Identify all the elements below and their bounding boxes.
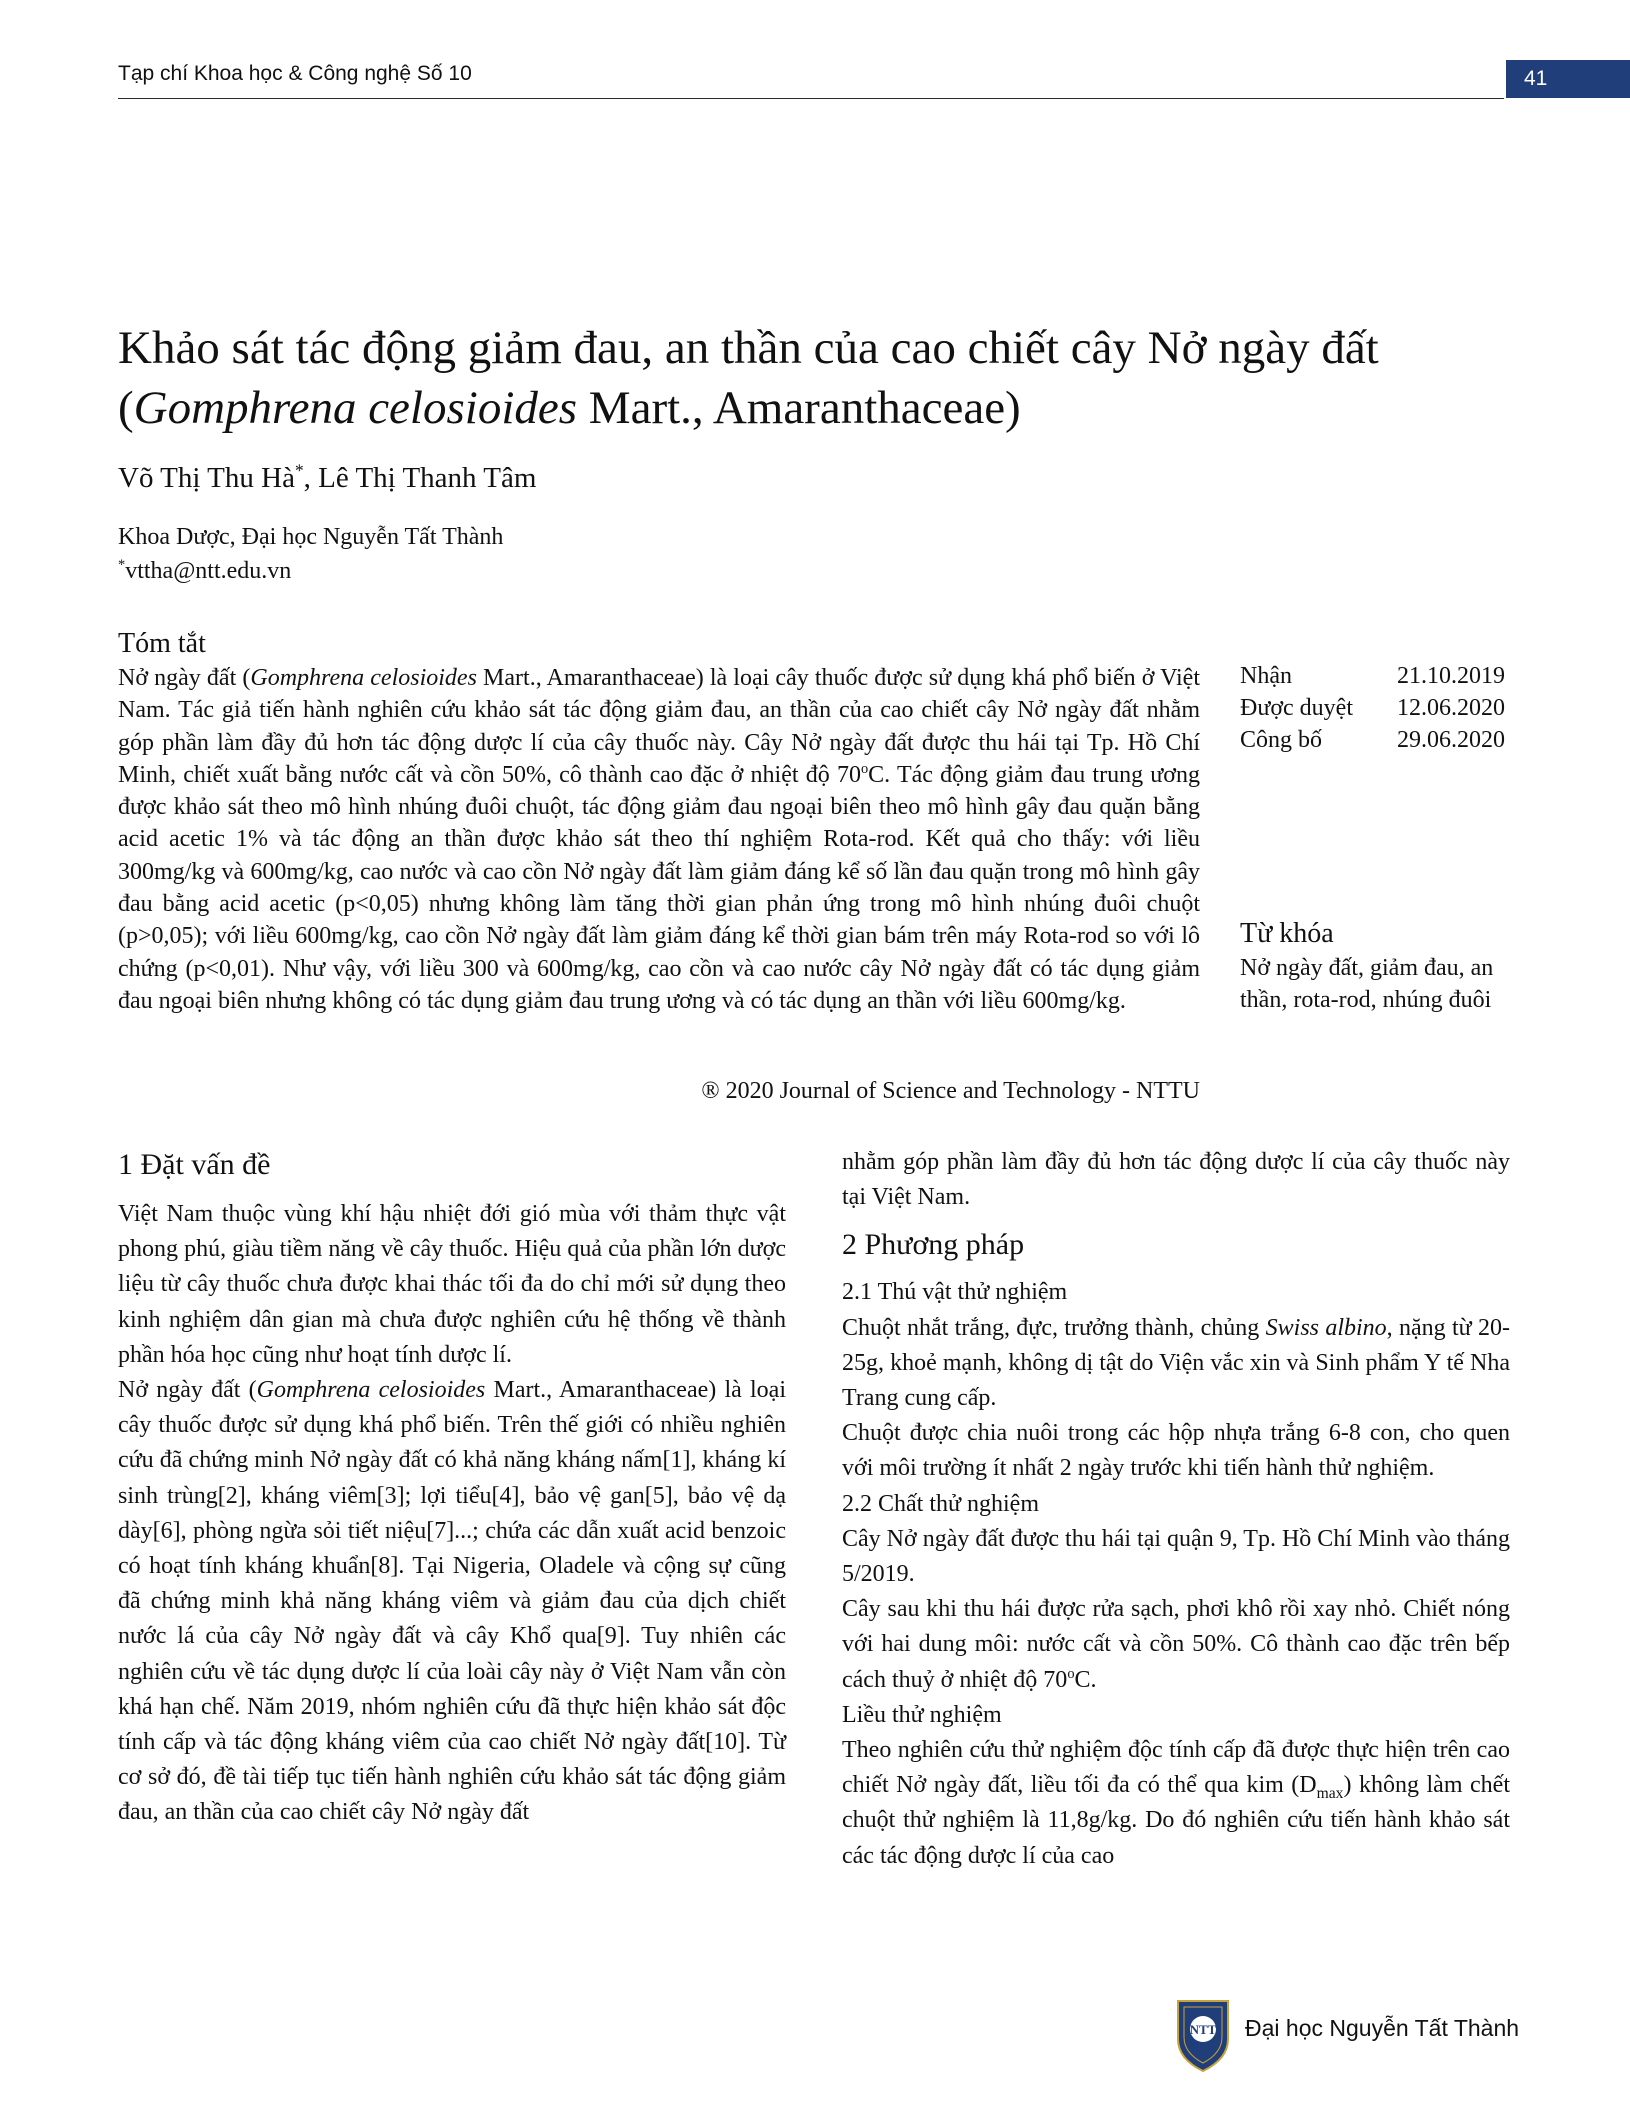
species-name: Gomphrena celosioides	[256, 1377, 486, 1404]
date-value: 29.06.2020	[1397, 727, 1505, 753]
section-1-paragraph-2-continued: nhằm góp phần làm đầy đủ hơn tác động dược lí của cây thuốc này tại Việt Nam.	[842, 1149, 1510, 1211]
paragraph-part: C.	[1074, 1666, 1097, 1693]
title-species: Gomphrena celosioides	[133, 382, 578, 434]
section-1-paragraph-2	[118, 1373, 786, 1831]
article-dates	[1240, 660, 1505, 756]
authors	[118, 462, 536, 495]
subsection-2-1-paragraph-2: Chuột được chia nuôi trong các hộp nhựa trắng 6-8 con, cho quen với môi trường ít nhất 2 ngày trước khi tiến hành thử nghiệm.	[842, 1420, 1510, 1482]
section-1-paragraph-1: Việt Nam thuộc vùng khí hậu nhiệt đới gió mùa với thảm thực vật phong phú, giàu tiềm năng về cây thuốc. Hiệu quả của phần lớn dược liệu từ cây thuốc chưa được khai thác tối đa do chỉ mới sử dụng theo kinh nghiệm dân gian mà chưa được nghiên cứu hệ thống về thành phần hóa học cũng như hoạt tính dược lí.	[118, 1201, 786, 1368]
affiliation-email-line	[118, 554, 503, 588]
paragraph-part: ) không làm chết chuột thử nghiệm là 11,8g/kg. Do đó nghiên cứu tiến hành khảo sát các tác động dược lí của cao	[842, 1772, 1510, 1869]
keywords-heading: Từ khóa	[1240, 918, 1334, 949]
title-line-2-rest: Mart., Amaranthaceae)	[577, 382, 1021, 434]
footer-university: Đại học Nguyễn Tất Thành	[1245, 2015, 1520, 2041]
abstract-part-3: C. Tác động giảm đau trung ương được khảo sát theo mô hình nhúng đuôi chuột, tác động giảm đau ngoại biên theo mô hình gây đau quặn bằng acid acetic 1% và tác động an thần được khảo sát theo thí nghiệm Rota-rod. Kết quả cho thấy: với liều 300mg/kg và 600mg/kg, cao nước và cao cồn Nở ngày đất làm giảm đáng kể số lần đau quặn trong mô hình gây đau bằng acid acetic (p<0,05) nhưng không làm tăng thời gian phản ứng trong mô hình nhúng đuôi chuột (p>0,05); với liều 600mg/kg, cao cồn Nở ngày đất làm giảm đáng kể thời gian bám trên máy Rota-rod so với lô chứng (p<0,01). Như vậy, với liều 300 và 600mg/kg, cao cồn và cao nước cây Nở ngày đất có tác dụng giảm đau ngoại biên nhưng không có tác dụng giảm đau trung ương và có tác dụng an thần với liều 600mg/kg.	[118, 761, 1200, 1014]
dose-heading: Liều thử nghiệm	[842, 1701, 1002, 1728]
author-1-mark: *	[294, 460, 304, 481]
section-2-heading: 2 Phương pháp	[842, 1228, 1025, 1262]
paragraph-part: Mart., Amaranthaceae) là loại cây thuốc được sử dụng khá phổ biến. Trên thế giới có nhiều nghiên cứu đã chứng minh Nở ngày đất có khả năng kháng nấm[1], kháng kí sinh trùng[2], kháng viêm[3]; lợi tiểu[4], bảo vệ gan[5], bảo vệ dạ dày[6], phòng ngừa sỏi tiết niệu[7]...; chứa các dẫn xuất acid benzoic có hoạt tính kháng khuẩn[8]. Tại Nigeria, Oladele và cộng sự cũng đã chứng minh khả năng kháng viêm và giảm đau của dịch chiết nước lá của cây Nở ngày đất và cây Khổ qua[9]. Tuy nhiên các nghiên cứu về tác dụng dược lí của loài cây này ở Việt Nam vẫn còn khá hạn chế. Năm 2019, nhóm nghiên cứu đã thực hiện khảo sát độc tính cấp và tác động kháng viêm của cao chiết Nở ngày đất[10]. Từ cơ sở đó, đề tài tiếp tục tiến hành nghiên cứu khảo sát tác động giảm đau, an thần của cao chiết cây Nở ngày đất	[118, 1377, 786, 1826]
email-mark: *	[118, 557, 126, 573]
strain-name: Swiss albino	[1265, 1314, 1387, 1341]
subsection-2-2-paragraph-1: Cây Nở ngày đất được thu hái tại quận 9, Tp. Hồ Chí Minh vào tháng 5/2019.	[842, 1525, 1510, 1588]
paragraph-part: Chuột nhắt trắng, đực, trưởng thành, chủng	[842, 1314, 1266, 1341]
title-line-1: Khảo sát tác động giảm đau, an thần của cao chiết cây Nở ngày đất	[118, 322, 1379, 374]
header-rule	[118, 98, 1504, 99]
paragraph-part: , nặng từ 20-25g, khoẻ mạnh, không dị tật do Viện vắc xin và Sinh phẩm Y tế Nha Trang cung cấp.	[842, 1314, 1510, 1412]
page-number: 41	[1506, 60, 1630, 98]
affiliation	[118, 520, 503, 588]
copyright: ® 2020 Journal of Science and Technology - NTTU	[701, 1078, 1200, 1104]
running-head: Tạp chí Khoa học & Công nghệ Số 10	[118, 62, 472, 85]
left-column	[118, 1145, 786, 1831]
subsection-2-2-heading: 2.2 Chất thử nghiệm	[842, 1490, 1039, 1517]
date-value: 21.10.2019	[1397, 663, 1505, 689]
degree-mark: o	[1067, 1665, 1075, 1682]
author-1: Võ Thị Thu Hà	[118, 462, 295, 494]
subsection-2-1-heading: 2.1 Thú vật thử nghiệm	[842, 1279, 1068, 1306]
subsection-2-1-paragraph-1	[842, 1311, 1510, 1417]
paragraph-part: Cây sau khi thu hái được rửa sạch, phơi khô rồi xay nhỏ. Chiết nóng với hai dung môi: nước cất và cồn 50%. Cô thành cao đặc trên bếp cách thuỷ ở nhiệt độ 70	[842, 1596, 1510, 1693]
subscript-max: max	[1316, 1785, 1344, 1803]
date-value: 12.06.2020	[1397, 695, 1505, 721]
section-1-heading: 1 Đặt vấn đề	[118, 1148, 271, 1181]
author-separator: ,	[303, 462, 319, 494]
author-2: Lê Thị Thanh Tâm	[318, 462, 537, 494]
date-accepted	[1240, 692, 1505, 724]
right-column	[842, 1145, 1510, 1874]
article-title	[118, 318, 1538, 438]
title-open-paren: (	[118, 382, 134, 434]
date-published	[1240, 724, 1505, 756]
paragraph-part: Theo nghiên cứu thử nghiệm độc tính cấp đã được thực hiện trên cao chiết Nở ngày đất, liều tối đa có thể qua kim (D	[842, 1737, 1510, 1799]
corresponding-email: vttha@ntt.edu.vn	[125, 558, 292, 584]
abstract-part-1: Nở ngày đất (	[118, 665, 251, 691]
subsection-2-2-paragraph-2	[842, 1592, 1510, 1698]
paragraph-part: Nở ngày đất (	[118, 1377, 257, 1404]
abstract-part-2: Mart., Amaranthaceae) là loại cây thuốc được sử dụng khá phổ biến ở Việt Nam. Tác giả tiến hành nghiên cứu khảo sát tác động giảm đau, an thần của cao chiết cây Nở ngày đất nhằm góp phần làm đầy đủ hơn tác động dược lí của cây thuốc này. Cây Nở ngày đất được thu hái tại Tp. Hồ Chí Minh, chiết xuất bằng nước cất và cồn 50%, cô thành cao đặc ở nhiệt độ 70	[118, 665, 1200, 788]
date-received	[1240, 660, 1505, 692]
university-logo-icon	[1172, 1995, 1234, 2075]
date-label: Công bố	[1240, 727, 1323, 753]
date-label: Được duyệt	[1240, 695, 1354, 721]
degree-mark: o	[860, 760, 869, 777]
logo-text: NTT	[1189, 2022, 1217, 2037]
affiliation-institution: Khoa Dược, Đại học Nguyễn Tất Thành	[118, 524, 504, 550]
dose-paragraph	[842, 1733, 1510, 1874]
abstract-text	[118, 662, 1200, 1017]
abstract-heading: Tóm tắt	[118, 628, 206, 659]
keywords-text: Nở ngày đất, giảm đau, an thần, rota-rod, nhúng đuôi	[1240, 955, 1494, 1013]
date-label: Nhận	[1240, 663, 1292, 689]
abstract-species: Gomphrena celosioides	[250, 665, 477, 691]
